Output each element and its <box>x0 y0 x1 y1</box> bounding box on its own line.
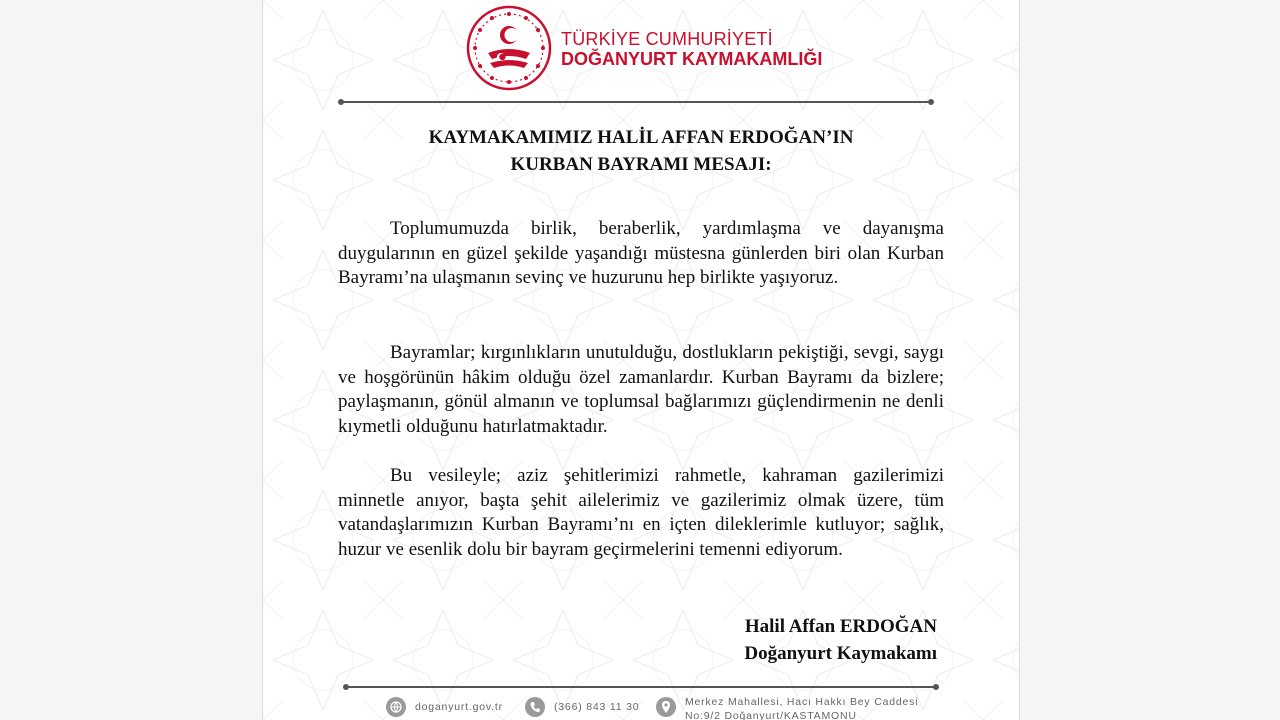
phone-text: (366) 843 11 30 <box>554 701 640 713</box>
phone-icon <box>525 697 545 717</box>
address-text <box>685 695 918 720</box>
org-office-name: DOĞANYURT KAYMAKAMLIĞI <box>561 49 823 69</box>
footer-phone <box>525 695 639 719</box>
top-divider <box>341 101 931 103</box>
message-paragraph-2: Bayramlar; kırgınlıkların unutulduğu, dostlukların pekiştiği, sevgi, saygı ve hoşgörünün hâkim olduğu özel zamanlardır. Kurban Bayramı da bizlere; paylaşmanın, gönül almanın ve toplumsal bağlarımızı güçlendirmenin ne denli kıymetli olduğunu hatırlatmaktadır. <box>338 342 944 438</box>
letterhead <box>466 5 826 91</box>
document-page <box>262 0 1020 720</box>
bottom-divider <box>346 686 936 688</box>
signature-name: Halil Affan ERDOĞAN <box>744 616 937 637</box>
location-pin-icon <box>656 697 676 717</box>
globe-icon <box>386 697 406 717</box>
footer-address <box>656 695 918 719</box>
address-line2: No:9/2 Doğanyurt/KASTAMONU <box>685 710 857 720</box>
footer-website <box>386 695 503 719</box>
message-title-line1: KAYMAKAMIMIZ HALİL AFFAN ERDOĞAN’IN <box>428 127 854 148</box>
address-line1: Merkez Mahallesi, Hacı Hakkı Bey Caddesi <box>685 696 919 708</box>
state-seal-crescent-star-icon <box>466 5 552 91</box>
website-text: doganyurt.gov.tr <box>415 701 503 713</box>
org-country-name: TÜRKİYE CUMHURİYETİ <box>561 29 773 49</box>
message-paragraph-1: Toplumumuzda birlik, beraberlik, yardımlaşma ve dayanışma duygularının en güzel şekilde yaşandığı müstesna günlerden biri olan Kurban Bayramı’na ulaşmanın sevinç ve huzurunu hep birlikte yaşıyoruz. <box>338 218 944 289</box>
message-title-line2: KURBAN BAYRAMI MESAJI: <box>510 154 772 175</box>
message-paragraph-3: Bu vesileyle; aziz şehitlerimizi rahmetle, kahraman gazilerimizi minnetle anıyor, başta şehit ailelerimiz ve gazilerimiz olmak üzere, tüm vatandaşlarımızın Kurban Bayramı’nı en içten dileklerimle kutluyor; sağlık, huzur ve esenlik dolu bir bayram geçirmelerini temenni ediyorum. <box>338 465 944 561</box>
signature-role: Doğanyurt Kaymakamı <box>744 643 937 664</box>
